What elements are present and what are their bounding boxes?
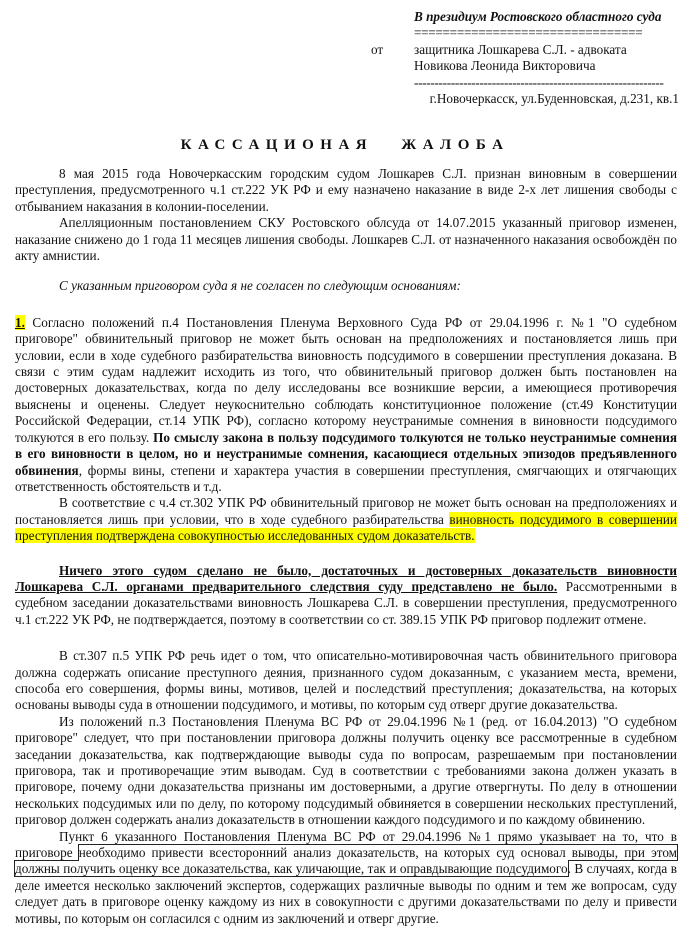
intro-paragraph-1: 8 мая 2015 года Новочеркасским городским судом Лошкарев С.Л. признан виновным в совершении преступления, предусмотренного ч.1 ст.222 УК РФ и ему назначено наказание в виде 2-х лет лишения свободы с отбыванием наказания в колонии-поселении. xyxy=(15,166,677,214)
point-1-text-b1: В соответствие с ч.4 ст.302 УПК РФ обвинительный приговор не может быть основан на предположениях и постановляется лишь при условии, что в ходе судебного разбирательства xyxy=(15,495,677,527)
point-1-paragraph-d: В ст.307 п.5 УПК РФ речь идет о том, что описательно-мотивировочная часть обвинительного приговора должна содержать описание преступного деяния, признанного судом доказанным, с указанием места, времени, способа его совершения, формы вины, мотивов, целей и последствий преступления; доказательства, на которых основаны выводы суда в отношении подсудимого, и мотивы, по которым суд отверг другие доказательства. xyxy=(15,648,677,713)
from-label: от xyxy=(371,42,384,57)
addressee: В президиум Ростовского областного суда xyxy=(414,9,662,24)
sender-line-2: Новикова Леонида Викторовича xyxy=(414,58,596,74)
point-1-paragraph-f xyxy=(15,829,677,927)
point-1-text-f2-boxed: необходимо привести всесторонний анализ доказательств, на которых суд основал выводы, при этом должны получить оценку все доказательства, как уличающие, так и оправдывающие подсудимого xyxy=(15,845,678,877)
header-separator: ================================ xyxy=(414,25,643,41)
point-1-paragraph-e: Из положений п.3 Постановления Пленума ВС РФ от 29.04.1996 №1 (ред. от 16.04.2013) "О судебном приговоре" следует, что при постановлении приговора должны получить оценку все рассмотренные в судебном заседании доказательства, как подтверждающие выводы суда по вопросам, разрешаемым при постановлении приговора, так и противоречащие этим выводам. Суд в соответствии с требованиями закона должен указать в приговоре, почему одни доказательства признаны им достоверными, а другие отвергнуты. По делу в отношении нескольких подсудимых или по делу, по которому подсудимый обвиняется в совершении нескольких преступлений, приговор должен содержать анализ доказательств в отношении каждого подсудимого и по каждому обвинению. xyxy=(15,713,677,828)
point-1-text-b2-highlight: виновность подсудимого в совершении преступления подтверждена совокупностью исследованных судом доказательств. xyxy=(15,511,677,544)
point-1-paragraph-b xyxy=(15,495,677,544)
point-number: 1. xyxy=(15,314,25,330)
document-body xyxy=(15,166,677,927)
document-title: КАССАЦИОНАЯ ЖАЛОБА xyxy=(180,137,510,153)
sender-address: г.Новочеркасск, ул.Буденновская, д.231, кв.1 xyxy=(429,90,679,106)
header-separator-2: ------------------------------------------------------------- xyxy=(414,74,664,90)
point-1-text-f1: Пункт 6 указанного Постановления Пленума ВС РФ от 29.04.1996 №1 прямо указывает на то, что в приговоре xyxy=(15,828,677,861)
point-1-paragraph-c xyxy=(15,563,677,629)
intro-paragraph-2: Апелляционным постановлением СКУ Ростовского облсуда от 14.07.2015 указанный приговор изменен, наказание снижено до 1 года 11 месяцев лишения свободы. Лошкарев С.Л. от назначенного наказания освобождён по акту амнистии. xyxy=(15,215,677,264)
point-1-text-f3: . В случаях, когда в деле имеется несколько заключений экспертов, содержащих различные выводы по одним и тем же вопросам, суду следует дать в приговоре оценку каждому из них в совокупности с другими доказательствами по делу и привести мотивы, по которым он согласился с одним из заключений и отверг другие. xyxy=(15,861,677,926)
point-1-text-c1-bold: Ничего этого судом сделано не было, достаточных и достоверных доказательств виновности Лошкарева С.Л. органами предварительного следствия суду представлено не было. xyxy=(15,562,677,594)
intro-paragraph-3: С указанным приговором суда я не согласен по следующим основаниям: xyxy=(59,278,461,294)
point-1-text-a2-bold: По смыслу закона в пользу подсудимого толкуются не только неустранимые сомнения в его виновности в целом, но и неустранимые сомнения, касающиеся отдельных эпизодов предъявленного обвинения xyxy=(15,429,677,478)
point-1-text-c2: Рассмотренными в судебном заседании доказательствами виновность Лошкарева С.Л. в совершении преступления, предусмотренного ч.1 ст.222 УК РФ, не подтверждается, поэтому в соответствии со ст. 389.15 УПК РФ приговор подлежит отмене. xyxy=(15,578,678,627)
point-1-text-a3: , формы вины, степени и характера участия в совершении преступления, смягчающих и отягчающих ответственность обстоятельств и т.д. xyxy=(15,462,677,494)
sender-line-1: защитника Лошкарева С.Л. - адвоката xyxy=(414,41,627,57)
point-1-paragraph-a xyxy=(15,315,677,495)
header-block xyxy=(414,9,679,107)
point-1-text-a1: Согласно положений п.4 Постановления Пленума Верховного Суда РФ от 29.04.1996 г. №1 "О судебном приговоре" обвинительный приговор не может быть основан на предположениях и постановляется лишь при условии, если в ходе судебного разбирательства виновность подсудимого в совершении преступления доказана. В связи с этим судам надлежит исходить из того, что обвинительный приговор должен быть постановлен на достоверных доказательствах, когда по делу исследованы все возникшие версии, а имеющиеся противоречия выяснены и оценены. Следует неукоснительно соблюдать конституционное положение (ст.49 Конституции Российской Федерации, ст.14 УПК РФ), согласно которому неустранимые сомнения в виновности подсудимого толкуются в его пользу. xyxy=(15,314,677,445)
